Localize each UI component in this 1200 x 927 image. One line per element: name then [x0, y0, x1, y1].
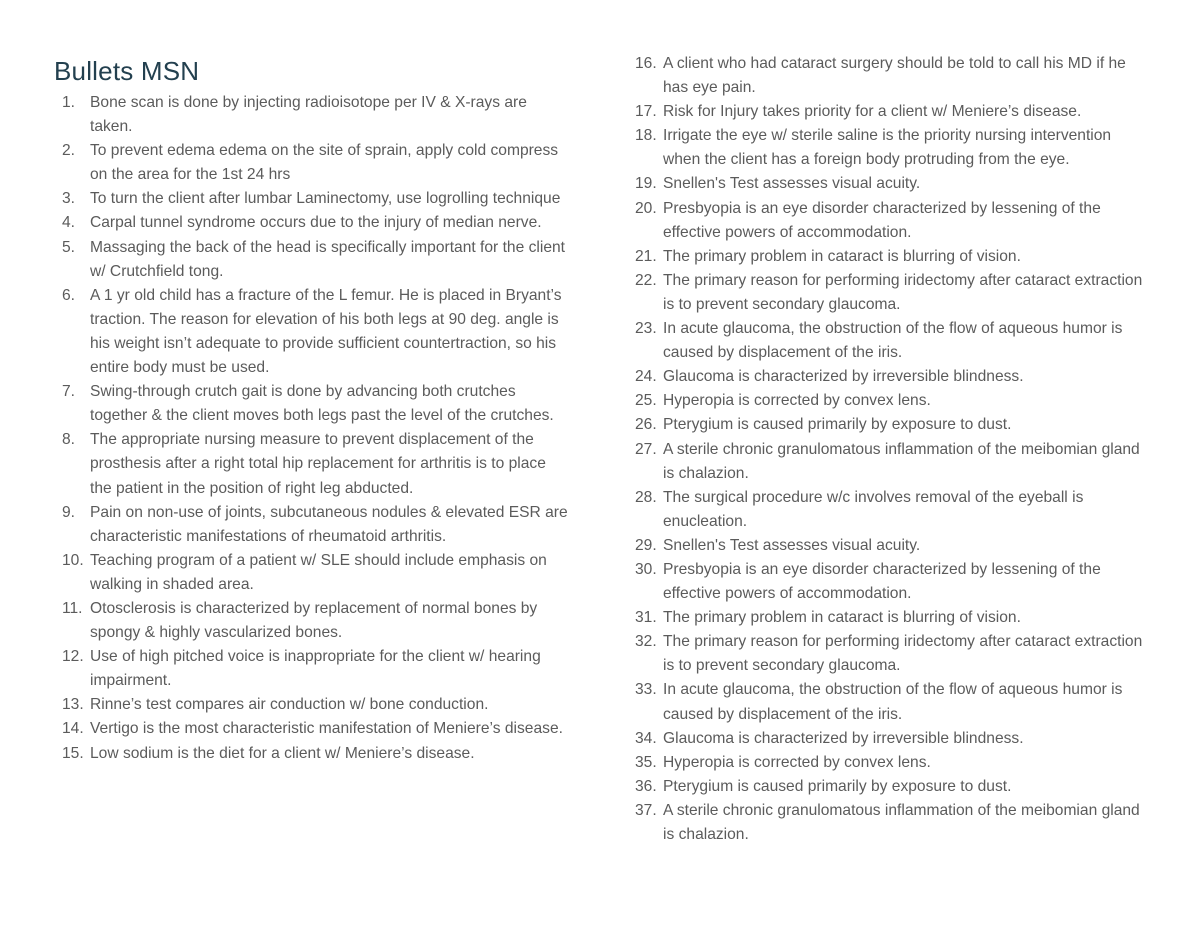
item-number: 22. — [635, 271, 657, 289]
item-number: 8. — [62, 431, 76, 449]
item-number: 31. — [635, 609, 657, 627]
list-item — [635, 389, 1150, 413]
item-number: 10. — [62, 551, 84, 569]
list-item — [635, 124, 1150, 172]
item-text: Glaucoma is characterized by irreversible blindness. — [663, 368, 1024, 386]
list-item — [635, 197, 1150, 245]
item-text: A sterile chronic granulomatous inflammation of the meibomian gland is chalazion. — [663, 801, 1140, 843]
item-text: The appropriate nursing measure to prevent displacement of the prosthesis after a right total hip replacement for arthritis is to place the patient in the position of right leg abducted. — [90, 431, 546, 497]
item-text: Massaging the back of the head is specifically important for the client w/ Crutchfield tong. — [90, 238, 565, 280]
list-item — [62, 717, 570, 741]
item-number: 18. — [635, 127, 657, 145]
item-text: Pain on non-use of joints, subcutaneous nodules & elevated ESR are characteristic manifestations of rheumatoid arthritis. — [90, 503, 568, 545]
item-text: To prevent edema edema on the site of sprain, apply cold compress on the area for the 1st 24 hrs — [90, 142, 559, 184]
list-item — [62, 380, 570, 428]
list-item — [635, 558, 1150, 606]
list-item — [635, 269, 1150, 317]
item-number: 4. — [62, 214, 76, 232]
list-item — [635, 486, 1150, 534]
list-item — [635, 438, 1150, 486]
item-text: Glaucoma is characterized by irreversible blindness. — [663, 729, 1024, 747]
item-text: Irrigate the eye w/ sterile saline is the priority nursing intervention when the client has a foreign body protruding from the eye. — [663, 127, 1112, 169]
item-number: 37. — [635, 801, 657, 819]
list-item — [62, 91, 570, 139]
item-number: 32. — [635, 633, 657, 651]
list-item — [635, 245, 1150, 269]
list-item — [62, 211, 570, 235]
list-item — [635, 606, 1150, 630]
list-item — [635, 678, 1150, 726]
item-text: To turn the client after lumbar Laminectomy, use logrolling technique — [90, 190, 561, 208]
list-item — [635, 534, 1150, 558]
list-item — [635, 172, 1150, 196]
item-text: Snellen's Test assesses visual acuity. — [663, 536, 921, 554]
item-text: Risk for Injury takes priority for a client w/ Meniere’s disease. — [663, 103, 1082, 121]
list-item — [635, 630, 1150, 678]
item-text: Presbyopia is an eye disorder characterized by lessening of the effective powers of accommodation. — [663, 199, 1101, 241]
list-item — [62, 597, 570, 645]
item-text: Low sodium is the diet for a client w/ Meniere’s disease. — [90, 744, 475, 762]
item-number: 20. — [635, 199, 657, 217]
list-item — [62, 187, 570, 211]
item-text: The primary problem in cataract is blurring of vision. — [663, 247, 1021, 265]
item-text: Hyperopia is corrected by convex lens. — [663, 392, 931, 410]
list-item — [635, 775, 1150, 799]
item-number: 3. — [62, 190, 76, 208]
item-text: Carpal tunnel syndrome occurs due to the injury of median nerve. — [90, 214, 542, 232]
item-text: In acute glaucoma, the obstruction of the flow of aqueous humor is caused by displacement of the iris. — [663, 320, 1123, 362]
item-text: The primary reason for performing iridectomy after cataract extraction is to prevent secondary glaucoma. — [663, 633, 1143, 675]
item-text: Otosclerosis is characterized by replacement of normal bones by spongy & highly vascularized bones. — [90, 599, 538, 642]
item-number: 34. — [635, 729, 657, 747]
item-number: 5. — [62, 238, 76, 256]
item-number: 15. — [62, 744, 84, 762]
item-number: 16. — [635, 55, 657, 72]
item-text: In acute glaucoma, the obstruction of the flow of aqueous humor is caused by displacement of the iris. — [663, 681, 1123, 723]
item-number: 33. — [635, 681, 657, 699]
item-text: A client who had cataract surgery should be told to call his MD if he has eye pain. — [663, 55, 1126, 97]
item-text: Snellen's Test assesses visual acuity. — [663, 175, 921, 193]
list-item — [635, 751, 1150, 775]
item-text: Swing-through crutch gait is done by advancing both crutches together & the client moves both legs past the level of the crutches. — [90, 383, 554, 425]
item-number: 12. — [62, 648, 84, 666]
item-text: Use of high pitched voice is inappropriate for the client w/ hearing impairment. — [90, 648, 541, 690]
item-number: 9. — [62, 503, 76, 521]
item-text: A 1 yr old child has a fracture of the L femur. He is placed in Bryant’s traction. The reason for elevation of his both legs at 90 deg. angle is his weight isn’t adequate to provide sufficient countertraction, so his entire body must be used. — [90, 286, 562, 377]
bullet-list-right — [635, 52, 1150, 847]
page-title: Bullets MSN — [54, 56, 200, 86]
list-item — [62, 549, 570, 597]
item-text: Presbyopia is an eye disorder characterized by lessening of the effective powers of accommodation. — [663, 560, 1101, 603]
item-number: 17. — [635, 103, 657, 121]
item-text: The surgical procedure w/c involves removal of the eyeball is enucleation. — [663, 488, 1084, 530]
item-number: 27. — [635, 440, 657, 458]
item-text: Pterygium is caused primarily by exposure to dust. — [663, 416, 1012, 434]
list-item — [62, 501, 570, 549]
list-item — [635, 727, 1150, 751]
item-text: Vertigo is the most characteristic manifestation of Meniere’s disease. — [90, 720, 563, 738]
item-number: 1. — [62, 94, 76, 111]
item-text: Bone scan is done by injecting radioisotope per IV & X-rays are taken. — [90, 94, 527, 136]
item-text: The primary reason for performing iridectomy after cataract extraction is to prevent secondary glaucoma. — [663, 271, 1143, 313]
item-number: 2. — [62, 142, 76, 160]
item-number: 11. — [62, 599, 83, 617]
item-text: Hyperopia is corrected by convex lens. — [663, 753, 931, 771]
list-item — [62, 139, 570, 187]
list-item — [62, 236, 570, 284]
item-text: A sterile chronic granulomatous inflammation of the meibomian gland is chalazion. — [663, 440, 1140, 482]
list-item — [635, 413, 1150, 437]
list-item — [635, 799, 1150, 847]
list-item — [62, 428, 570, 500]
bullet-list-left — [62, 91, 570, 766]
item-number: 30. — [635, 560, 657, 578]
list-item — [62, 693, 570, 717]
item-number: 26. — [635, 416, 657, 434]
item-text: Teaching program of a patient w/ SLE should include emphasis on walking in shaded area. — [90, 551, 547, 593]
item-text: Rinne’s test compares air conduction w/ bone conduction. — [90, 696, 489, 714]
item-number: 23. — [635, 320, 657, 338]
item-number: 6. — [62, 286, 76, 304]
item-number: 25. — [635, 392, 657, 410]
list-item — [62, 645, 570, 693]
item-number: 24. — [635, 368, 657, 386]
item-number: 21. — [635, 247, 657, 265]
list-item — [635, 100, 1150, 124]
list-item — [62, 742, 570, 766]
item-number: 19. — [635, 175, 657, 193]
item-number: 35. — [635, 753, 657, 771]
list-item — [635, 52, 1150, 100]
list-item — [62, 284, 570, 380]
item-number: 36. — [635, 777, 657, 795]
item-text: The primary problem in cataract is blurring of vision. — [663, 609, 1021, 627]
item-text: Pterygium is caused primarily by exposure to dust. — [663, 777, 1012, 795]
item-number: 29. — [635, 536, 657, 554]
list-item — [635, 317, 1150, 365]
list-item — [635, 365, 1150, 389]
item-number: 7. — [62, 383, 76, 401]
item-number: 14. — [62, 720, 84, 738]
item-number: 13. — [62, 696, 84, 714]
item-number: 28. — [635, 488, 657, 506]
